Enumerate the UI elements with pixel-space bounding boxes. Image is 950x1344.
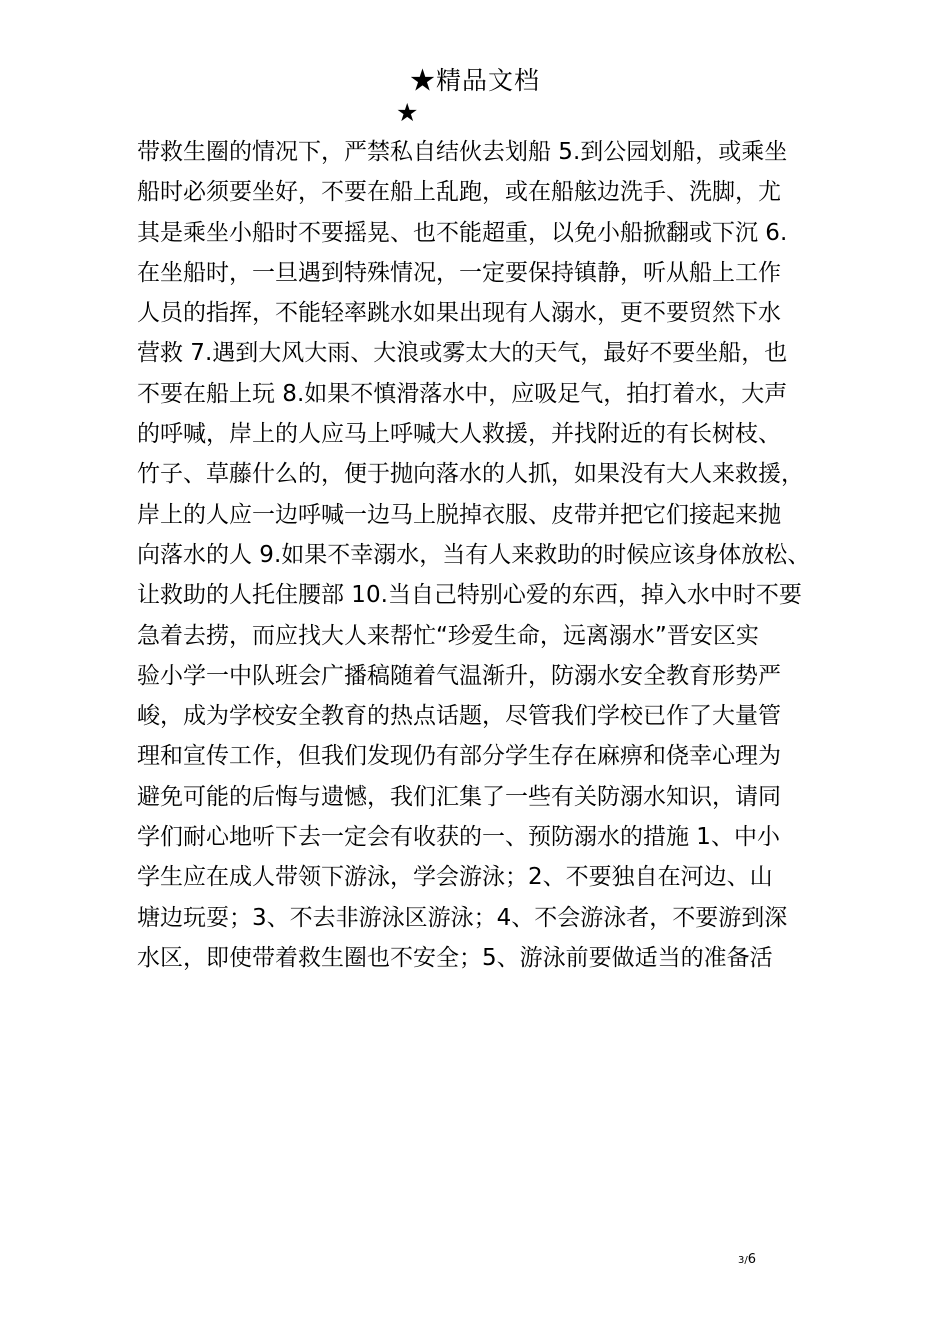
body-line: 急着去捞，而应找大人来帮忙“珍爱生命，远离溺水”晋安区实 [137, 622, 759, 649]
body-line: 理和宣传工作，但我们发现仍有部分学生存在麻痹和侥幸心理为 [137, 743, 781, 770]
body-line: 向落水的人 9.如果不幸溺水，当有人来救助的时候应该身体放松、 [137, 541, 811, 568]
page-total: 6 [747, 1252, 757, 1267]
document-header-title: ★精品文档 [409, 66, 540, 95]
page-separator: / [744, 1255, 748, 1266]
body-line: 的呼喊，岸上的人应马上呼喊大人救援，并找附近的有长树枝、 [137, 421, 781, 448]
body-line: 竹子、草藤什么的，便于抛向落水的人抓，如果没有大人来救援， [137, 461, 804, 488]
body-line: 学们耐心地听下去一定会有收获的一、预防溺水的措施 1、中小 [137, 824, 780, 851]
body-line: 带救生圈的情况下，严禁私自结伙去划船 5.到公园划船，或乘坐 [137, 139, 788, 165]
body-line: 其是乘坐小船时不要摇晃、也不能超重，以免小船掀翻或下沉 6. [137, 219, 788, 246]
page-number [738, 1251, 756, 1269]
body-line: 塘边玩耍；3、不去非游泳区游泳；4、不会游泳者，不要游到深 [137, 904, 788, 931]
body-line: 学生应在成人带领下游泳，学会游泳；2、不要独自在河边、山 [137, 864, 773, 891]
page-current: 3 [738, 1255, 745, 1266]
body-line: 峻，成为学校安全教育的热点话题，尽管我们学校已作了大量管 [137, 703, 781, 730]
body-line: 让救助的人托住腰部 10.当自己特别心爱的东西，掉入水中时不要 [137, 582, 802, 609]
header-star-icon: ★ [396, 98, 419, 127]
body-line: 水区，即使带着救生圈也不安全；5、游泳前要做适当的准备活 [137, 944, 773, 971]
body-line: 船时必须要坐好，不要在船上乱跑，或在船舷边洗手、洗脚，尤 [137, 179, 781, 206]
body-line: 避免可能的后悔与遗憾，我们汇集了一些有关防溺水知识，请同 [137, 783, 781, 810]
body-line: 营救 7.遇到大风大雨、大浪或雾太大的天气，最好不要坐船，也 [137, 340, 788, 367]
document-body [137, 132, 837, 978]
body-line: 人员的指挥，不能轻率跳水如果出现有人溺水，更不要贸然下水 [137, 300, 781, 327]
body-line: 岸上的人应一边呼喊一边马上脱掉衣服、皮带并把它们接起来抛 [137, 501, 781, 528]
body-line: 在坐船时，一旦遇到特殊情况，一定要保持镇静，听从船上工作 [137, 259, 781, 286]
body-line: 不要在船上玩 8.如果不慎滑落水中，应吸足气，拍打着水，大声 [137, 380, 788, 407]
body-line: 验小学一中队班会广播稿随着气温渐升，防溺水安全教育形势严 [137, 662, 781, 689]
